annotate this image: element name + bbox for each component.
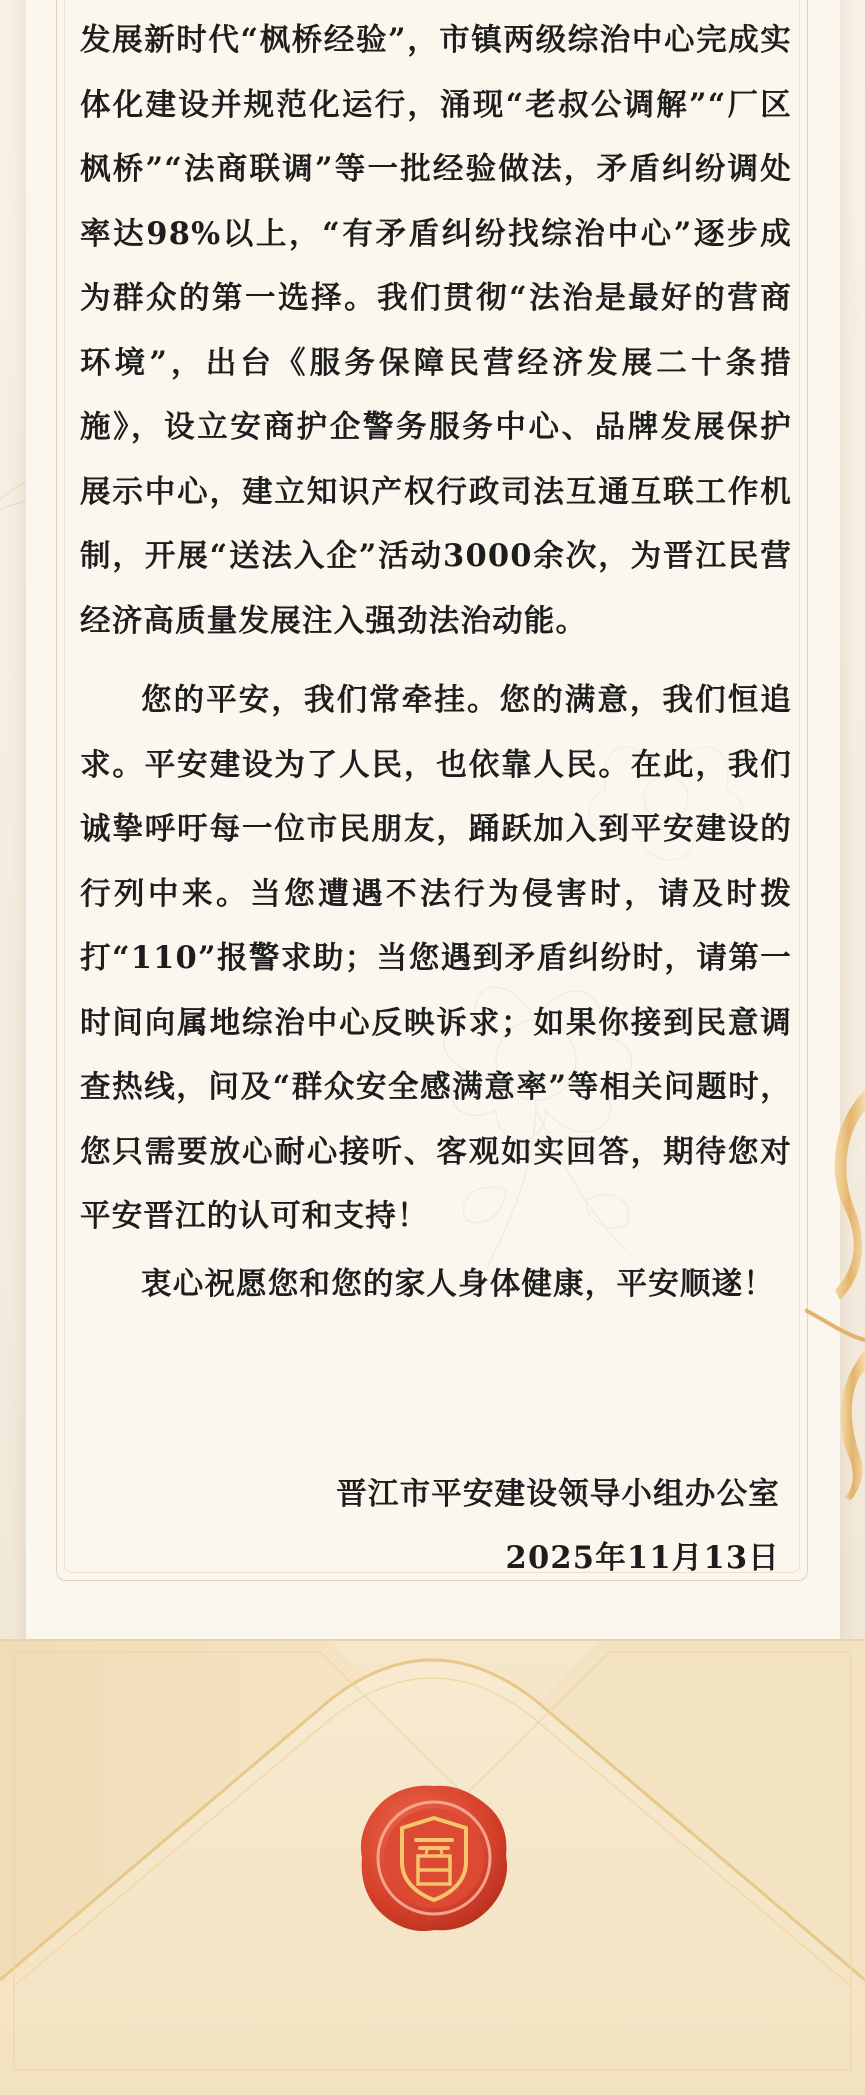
- letter-body: [80, 8, 792, 1316]
- gold-ribbon-decoration: [805, 1080, 865, 1500]
- letter-paragraph-1: 发展新时代“枫桥经验”，市镇两级综治中心完成实体化建设并规范化运行，涌现“老叔公调解”“厂区枫桥”“法商联调”等一批经验做法，矛盾纠纷调处率达98%以上，“有矛盾纠纷找综治中心”逐步成为群众的第一选择。我们贯彻“法治是最好的营商环境”，出台《服务保障民营经济发展二十条措施》，设立安商护企警务服务中心、品牌发展保护展示中心，建立知识产权行政司法互通互联工作机制，开展“送法入企”活动3000余次，为晋江民营经济高质量发展注入强劲法治动能。: [80, 22, 792, 639]
- signature-organization: 晋江市平安建设领导小组办公室: [336, 1476, 780, 1512]
- letter-paragraph-3: 衷心祝愿您和您的家人身体健康，平安顺遂！: [141, 1265, 775, 1302]
- letter-signature: [336, 1462, 780, 1590]
- letter-paragraph-2: 您的平安，我们常牵挂。您的满意，我们恒追求。平安建设为了人民，也依靠人民。在此，我们诚挚呼吁每一位市民朋友，踊跃加入到平安建设的行列中来。当您遭遇不法行为侵害时，请及时拨打“110”报警求助；当您遇到矛盾纠纷时，请第一时间向属地综治中心反映诉求；如果你接到民意调查热线，问及“群众安全感满意率”等相关问题时，您只需要放心耐心接听、客观如实回答，期待您对平安晋江的认可和支持！: [80, 682, 792, 1234]
- signature-date: 2025年11月13日: [505, 1540, 780, 1576]
- wax-seal: [356, 1780, 512, 1936]
